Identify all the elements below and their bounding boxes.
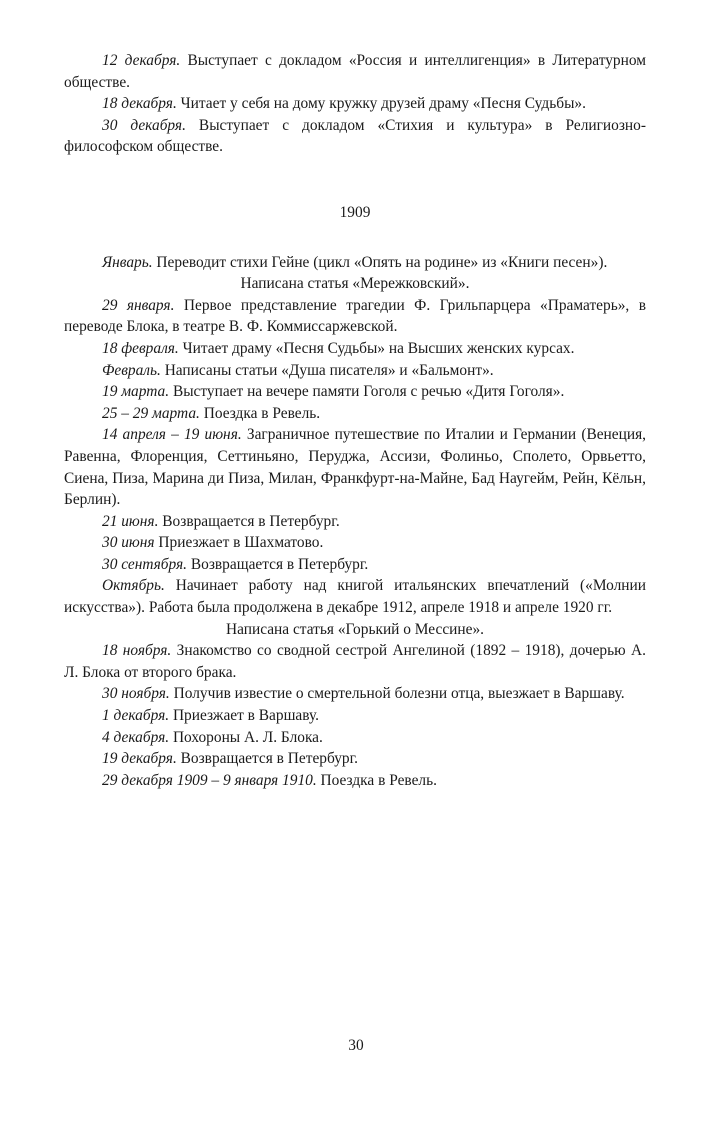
year-heading: 1909 — [339, 203, 371, 221]
entry-text: Приезжает в Шахматово. — [154, 534, 324, 552]
entry-text: Выступает с докладом «Россия и интеллигенция» в Литературном обществе. — [64, 52, 646, 91]
entry-date: 14 апреля – 19 июня. — [102, 426, 242, 444]
entry-text: Начинает работу над книгой итальянских впечатлений («Молнии искусства»). Работа была продолжена в декабре 1912, апреле 1918 и апреле 1920 гг. — [64, 577, 646, 617]
entry-date: 29 января. — [102, 296, 175, 314]
entry-date: 1 декабря. — [102, 707, 170, 725]
chronicle-entry — [64, 640, 646, 683]
chronicle-entry — [64, 403, 646, 425]
entry-text: Заграничное путешествие по Италии и Германии (Венеция, Равенна, Флоренция, Сеттиньяно, Перуджа, Ассизи, Фолиньо, Сполето, Орвьетто, Сиена, Пиза, Марина ди Пиза, Милан, Франкфурт-на-Майне, Бад Наугейм, Рейн, Кёльн, Берлин). — [64, 426, 647, 509]
entry-date: 30 июня — [102, 534, 155, 552]
entry-date: 18 февраля. — [102, 339, 179, 357]
chronicle-entry — [64, 683, 646, 705]
entry-text: Получив известие о смертельной болезни отца, выезжает в Варшаву. — [169, 685, 625, 703]
entry-text: Похороны А. Л. Блока. — [169, 728, 323, 746]
entry-date: 30 декабря. — [102, 116, 186, 134]
chronicle-entry — [64, 338, 646, 360]
entry-date: 21 июня. — [102, 512, 159, 530]
chronicle-entry — [64, 727, 646, 749]
entry-text: Поездка в Ревель. — [316, 771, 437, 789]
chronicle-entry — [64, 705, 646, 727]
entry-date: 19 декабря. — [102, 750, 177, 768]
entry-text: Написаны статьи «Душа писателя» и «Бальмонт». — [160, 361, 494, 379]
entry-date: 25 – 29 марта. — [102, 404, 200, 422]
entry-text: Выступает с докладом «Стихия и культура» в Религиозно-философском обществе. — [64, 116, 646, 156]
entry-text: Знакомство со сводной сестрой Ангелиной (1892 – 1918), дочерью А. Л. Блока от второго брака. — [64, 642, 646, 681]
chronicle-entry — [64, 295, 646, 338]
chronicle-entry — [64, 381, 646, 403]
entry-text: Читает у себя на дому кружку друзей драму «Песня Судьбы». — [176, 95, 586, 113]
chronicle-entry — [64, 424, 646, 510]
chronicle-entry — [64, 554, 646, 576]
entry-date: 30 сентября. — [102, 555, 188, 573]
chronicle-entry — [64, 50, 646, 93]
entry-date: 29 декабря 1909 – 9 января 1910. — [102, 771, 317, 789]
entry-text: Первое представление трагедии Ф. Грильпарцера «Праматерь», в переводе Блока, в театре В. Ф. Коммиссаржевской. — [64, 296, 646, 336]
chronicle-entry — [64, 770, 646, 792]
chronicle-entry — [64, 252, 646, 274]
chronicle-entry — [64, 93, 646, 115]
entry-text: Приезжает в Варшаву. — [169, 707, 320, 725]
entries-1909 — [64, 252, 646, 792]
entry-text: Поездка в Ревель. — [199, 404, 321, 422]
entry-date: Январь. — [102, 253, 153, 271]
chronicle-note: Написана статья «Мережковский». — [240, 275, 470, 293]
chronicle-entry — [64, 748, 646, 770]
entry-date: Октябрь. — [102, 577, 165, 595]
entry-date: 18 ноября. — [102, 642, 172, 660]
chronicle-entry — [64, 115, 646, 158]
entry-text: Переводит стихи Гейне (цикл «Опять на родине» из «Книги песен»). — [152, 253, 608, 271]
entries-1908 — [64, 50, 646, 158]
entry-text: Выступает на вечере памяти Гоголя с речью «Дитя Гоголя». — [169, 383, 565, 401]
page-number: 30 — [348, 1037, 364, 1054]
chronicle-note: Написана статья «Горький о Мессине». — [225, 620, 485, 638]
entry-date: Февраль. — [102, 361, 161, 379]
entry-text: Возвращается в Петербург. — [187, 555, 369, 573]
chronicle-entry — [64, 511, 646, 533]
page-body — [64, 50, 646, 791]
entry-date: 19 марта. — [102, 383, 170, 401]
entry-date: 12 декабря. — [102, 52, 181, 69]
entry-text: Возвращается в Петербург. — [158, 512, 340, 530]
entry-text: Читает драму «Песня Судьбы» на Высших женских курсах. — [178, 339, 575, 357]
chronicle-entry — [64, 532, 646, 554]
entry-date: 18 декабря. — [102, 95, 177, 113]
chronicle-entry — [64, 575, 646, 618]
entry-date: 4 декабря. — [102, 728, 170, 746]
entry-text: Возвращается в Петербург. — [176, 750, 359, 768]
chronicle-entry — [64, 360, 646, 382]
entry-date: 30 ноября. — [102, 685, 170, 703]
